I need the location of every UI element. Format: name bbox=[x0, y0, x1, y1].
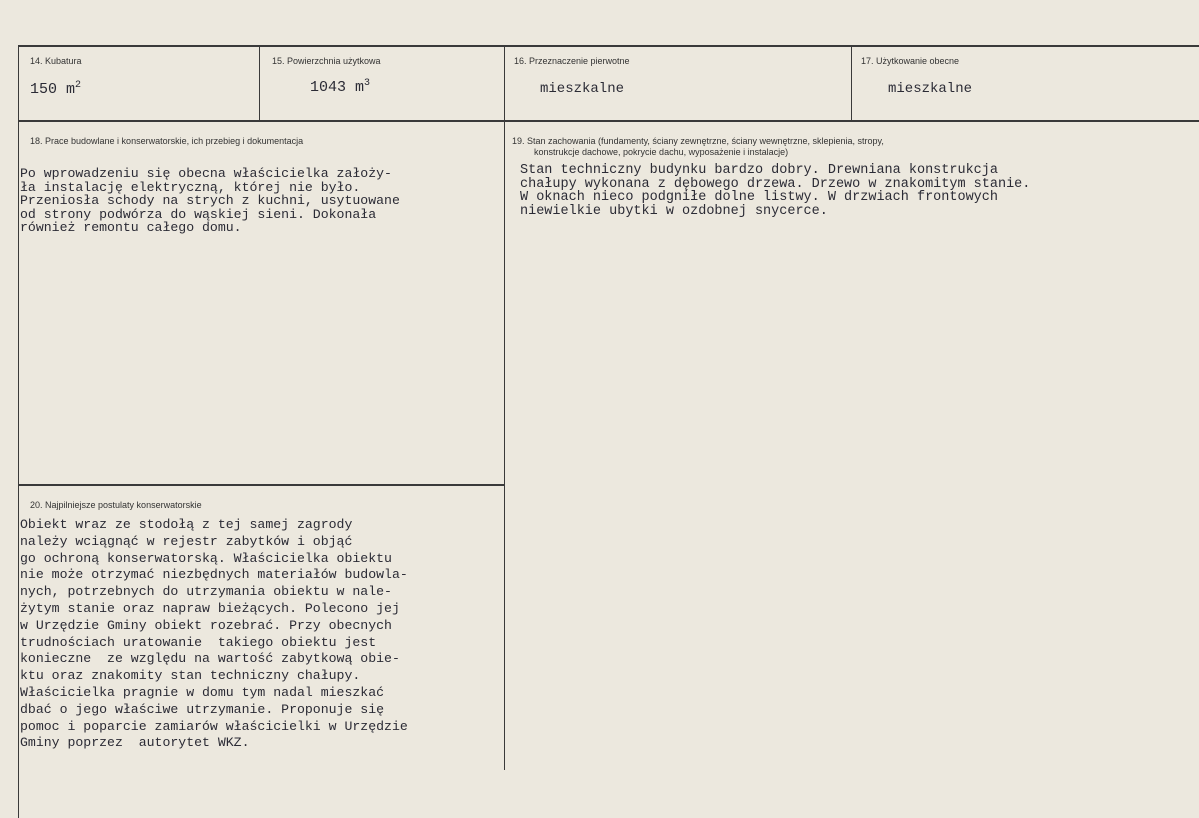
prace-line: Przeniosła schody na strych z kuchni, usytuowane bbox=[20, 193, 400, 209]
powierzchnia-value: 1043 $m^3$ bbox=[310, 78, 371, 96]
kubatura-value: 150 $m^2$ bbox=[30, 80, 82, 98]
kubatura-label: 14. Kubatura bbox=[30, 56, 82, 66]
prace-text bbox=[20, 167, 400, 235]
postulaty-line: należy wciągnąć w rejestr zabytków i objąć bbox=[20, 533, 353, 549]
stan-text bbox=[520, 164, 1030, 218]
prace-line: ła instalację elektryczną, której nie było. bbox=[20, 179, 361, 195]
row-rule-2 bbox=[18, 484, 504, 486]
uzytkowanie-label: 17. Użytkowanie obecne bbox=[861, 56, 960, 66]
postulaty-line: pomoc i poparcie zamiarów właścicielki w Urzędzie bbox=[20, 718, 408, 734]
stan-label-line: 19. Stan zachowania (fundamenty, ściany zewnętrzne, ściany wewnętrzne, sklepienia, stropy, bbox=[512, 136, 884, 146]
postulaty-line: dbać o jego właściwe utrzymanie. Proponuje się bbox=[20, 701, 385, 717]
stan-line: chałupy wykonana z dębowego drzewa. Drzewo w znakomitym stanie. bbox=[520, 176, 1031, 192]
prace-label: 18. Prace budowlane i konserwatorskie, ich przebieg i dokumentacja bbox=[30, 136, 304, 146]
col-rule-1 bbox=[259, 45, 260, 121]
uzytkowanie-value: mieszkalne bbox=[888, 81, 973, 97]
prace-line: od strony podwórza do wąskiej sieni. Dokonała bbox=[20, 206, 377, 222]
postulaty-line: go ochroną konserwatorską. Właścicielka obiektu bbox=[20, 550, 392, 566]
postulaty-text bbox=[20, 517, 408, 752]
postulaty-line: ktu oraz znakomity stan techniczny chałupy. bbox=[20, 668, 361, 684]
prace-line: również remontu całego domu. bbox=[20, 220, 242, 236]
przeznaczenie-value: mieszkalne bbox=[540, 81, 625, 97]
col-rule-3 bbox=[851, 45, 852, 121]
stan-line: Stan techniczny budynku bardzo dobry. Drewniana konstrukcja bbox=[520, 163, 998, 178]
powierzchnia-label: 15. Powierzchnia użytkowa bbox=[272, 56, 381, 66]
col-rule-2 bbox=[504, 45, 505, 770]
stan-line: W oknach nieco podgniłe dolne listwy. W drzwiach frontowych bbox=[520, 190, 998, 206]
postulaty-line: Właścicielka pragnie w domu tym nadal mieszkać bbox=[20, 684, 385, 700]
postulaty-line: Obiekt wraz ze stodołą z tej samej zagrody bbox=[20, 517, 353, 532]
stan-label-line: konstrukcje dachowe, pokrycie dachu, wyposażenie i instalacje) bbox=[534, 147, 789, 157]
prace-line: Po wprowadzeniu się obecna właścicielka założy- bbox=[20, 166, 392, 181]
postulaty-line: żytym stanie oraz napraw bieżących. Polecono jej bbox=[20, 600, 400, 616]
postulaty-line: trudnościach uratowanie takiego obiektu jest bbox=[20, 634, 377, 650]
postulaty-line: konieczne ze względu na wartość zabytkową obie- bbox=[20, 651, 400, 667]
postulaty-line: Gminy poprzez autorytet WKZ. bbox=[20, 735, 250, 751]
przeznaczenie-label: 16. Przeznaczenie pierwotne bbox=[514, 56, 630, 66]
left-rule bbox=[18, 45, 19, 818]
postulaty-label: 20. Najpilniejsze postulaty konserwatorskie bbox=[30, 500, 202, 510]
stan-label bbox=[512, 136, 884, 158]
postulaty-line: w Urzędzie Gminy obiekt rozebrać. Przy obecnych bbox=[20, 617, 392, 633]
postulaty-line: nych, potrzebnych do utrzymania obiektu w nale- bbox=[20, 584, 392, 600]
stan-line: niewielkie ubytki w ozdobnej snycerce. bbox=[520, 203, 828, 219]
row-rule-1 bbox=[18, 120, 1199, 122]
top-rule bbox=[18, 45, 1199, 47]
postulaty-line: nie może otrzymać niezbędnych materiałów budowla- bbox=[20, 567, 408, 583]
